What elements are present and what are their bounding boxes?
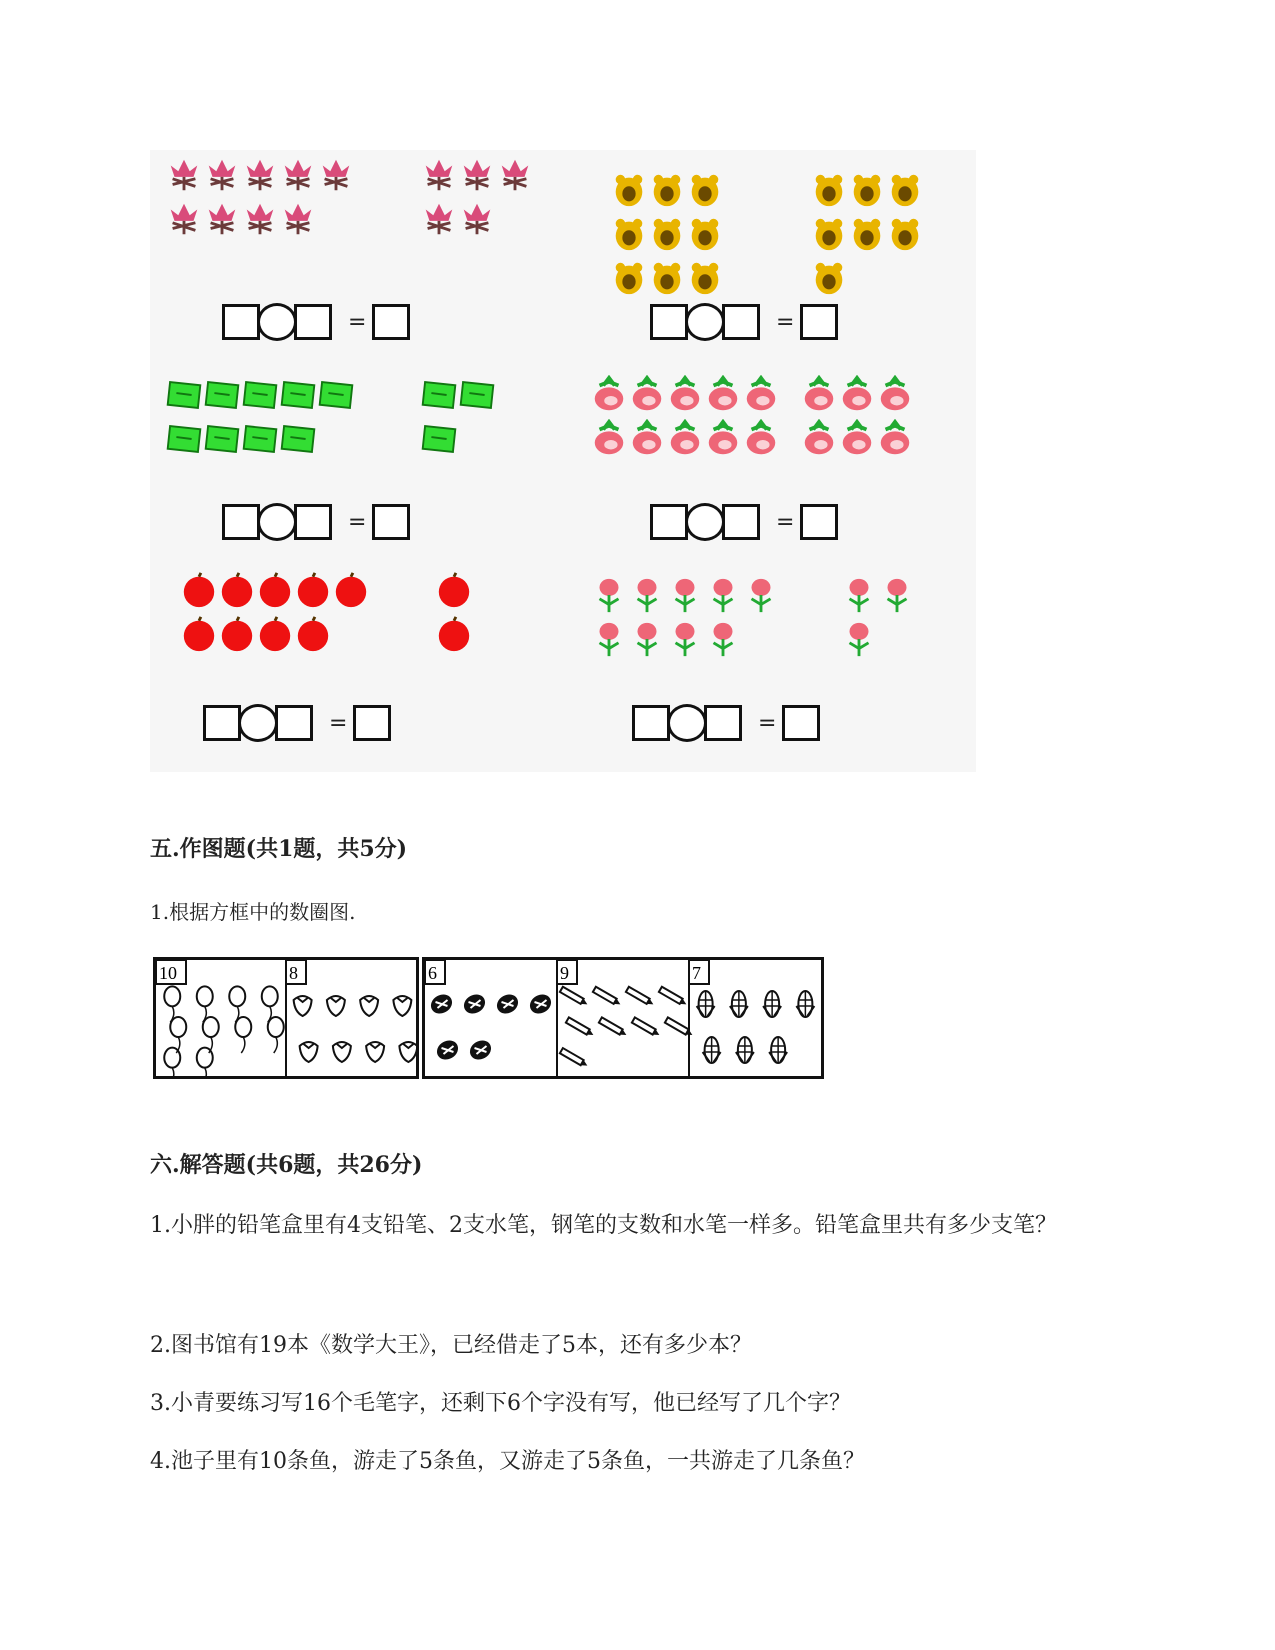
radishes-picture xyxy=(800,419,838,459)
corn-icon xyxy=(796,991,814,1017)
cell-number: 6 xyxy=(428,963,437,983)
tulips-picture xyxy=(666,575,704,615)
cabbage-icon xyxy=(427,991,455,1018)
answer-box[interactable] xyxy=(203,705,241,741)
result-box[interactable] xyxy=(353,705,391,741)
tulips-picture xyxy=(590,575,628,615)
section5-heading: 五.作图题(共1题，共5分) xyxy=(150,836,408,862)
flowers-pink-picture xyxy=(241,199,279,239)
corn-icon xyxy=(769,1037,787,1063)
answer-box[interactable] xyxy=(275,705,313,741)
books-picture xyxy=(279,375,317,415)
section5-question-1: 1.根据方框中的数圈图. xyxy=(150,900,356,924)
radishes-picture xyxy=(800,375,838,415)
flowers-pink-picture xyxy=(279,155,317,195)
flowers-pink-picture xyxy=(458,199,496,239)
balloon-icon xyxy=(164,1048,180,1079)
bears-picture xyxy=(610,214,648,254)
section6-question-3: 3.小青要练习写16个毛笔字，还剩下6个字没有写，他已经写了几个字？ xyxy=(150,1391,851,1416)
flowers-pink-picture xyxy=(458,155,496,195)
flowers-group-left xyxy=(165,155,365,255)
books-picture xyxy=(317,375,355,415)
strawberry-icon xyxy=(399,1042,417,1062)
tulips-group-right xyxy=(840,575,920,660)
books-picture xyxy=(420,419,458,459)
tulips-picture xyxy=(628,619,666,659)
books-group-left xyxy=(165,375,365,455)
apples-group-left xyxy=(180,570,380,660)
tulips-picture xyxy=(840,619,878,659)
cell-number-tag xyxy=(689,960,709,984)
equation-row-3-right xyxy=(632,703,820,743)
bears-picture xyxy=(648,170,686,210)
radishes-group-right xyxy=(800,375,930,475)
flowers-pink-picture xyxy=(203,155,241,195)
answer-box[interactable] xyxy=(722,504,760,540)
books-picture xyxy=(165,375,203,415)
bears-picture xyxy=(686,214,724,254)
operator-circle[interactable] xyxy=(667,704,707,742)
books-picture xyxy=(165,419,203,459)
bears-picture xyxy=(610,258,648,298)
books-picture xyxy=(241,375,279,415)
corn-icon xyxy=(730,991,748,1017)
radishes-picture xyxy=(742,375,780,415)
tulips-picture xyxy=(704,619,742,659)
apples-picture xyxy=(218,570,256,610)
equals-sign: = xyxy=(348,509,367,535)
answer-box[interactable] xyxy=(722,304,760,340)
answer-box[interactable] xyxy=(704,705,742,741)
equals-sign: = xyxy=(776,309,795,335)
tulips-picture xyxy=(628,575,666,615)
result-box[interactable] xyxy=(372,304,410,340)
bears-picture xyxy=(648,258,686,298)
strawberry-icon xyxy=(360,996,378,1016)
balloon-icon xyxy=(197,1048,213,1079)
radishes-picture xyxy=(666,419,704,459)
equation-row-3-left xyxy=(203,703,391,743)
cell-number: 7 xyxy=(692,963,701,983)
operator-circle[interactable] xyxy=(257,503,297,541)
radishes-group-left xyxy=(590,375,790,475)
equals-sign: = xyxy=(758,710,777,736)
equals-sign: = xyxy=(329,710,348,736)
pencil-icon xyxy=(593,987,622,1007)
corn-icon xyxy=(763,991,781,1017)
tulips-picture xyxy=(590,619,628,659)
pencil-icon xyxy=(659,987,688,1007)
section6-heading: 六.解答题(共6题，共26分) xyxy=(150,1152,423,1178)
strawberry-icon xyxy=(333,1042,351,1062)
equation-row-1-left xyxy=(222,302,410,342)
radishes-picture xyxy=(628,375,666,415)
answer-box[interactable] xyxy=(222,504,260,540)
flowers-pink-picture xyxy=(241,155,279,195)
radishes-picture xyxy=(590,375,628,415)
radishes-picture xyxy=(838,375,876,415)
bears-group-left xyxy=(610,170,760,270)
books-picture xyxy=(420,375,458,415)
answer-box[interactable] xyxy=(294,304,332,340)
apples-picture xyxy=(180,614,218,654)
apples-picture xyxy=(435,614,473,654)
radishes-picture xyxy=(876,375,914,415)
radishes-picture xyxy=(742,419,780,459)
cell-number-tag xyxy=(425,960,445,984)
apples-group-right xyxy=(435,570,485,660)
cabbage-icon xyxy=(433,1037,461,1064)
flowers-pink-picture xyxy=(420,199,458,239)
equals-sign: = xyxy=(776,509,795,535)
radishes-picture xyxy=(590,419,628,459)
operator-circle[interactable] xyxy=(685,303,725,341)
books-picture xyxy=(279,419,317,459)
flowers-group-right xyxy=(420,155,540,255)
section6-question-2: 2.图书馆有19本《数学大王》，已经借走了5本，还有多少本？ xyxy=(150,1333,752,1358)
bears-picture xyxy=(810,258,848,298)
apples-picture xyxy=(180,570,218,610)
answer-box[interactable] xyxy=(294,504,332,540)
books-picture xyxy=(458,375,496,415)
pencil-icon xyxy=(560,1048,589,1068)
strawberry-icon xyxy=(366,1042,384,1062)
flowers-pink-picture xyxy=(496,155,534,195)
tulips-picture xyxy=(666,619,704,659)
corn-icon xyxy=(697,991,715,1017)
radishes-picture xyxy=(876,419,914,459)
bears-picture xyxy=(686,258,724,298)
answer-box[interactable] xyxy=(650,504,688,540)
bears-picture xyxy=(810,214,848,254)
apples-picture xyxy=(294,614,332,654)
balloon-icon xyxy=(268,1017,284,1053)
books-picture xyxy=(203,419,241,459)
apples-picture xyxy=(256,570,294,610)
tulips-group-left xyxy=(590,575,790,660)
result-box[interactable] xyxy=(372,504,410,540)
section6-question-1: 1.小胖的铅笔盒里有4支铅笔、2支水笔，钢笔的支数和水笔一样多。铅笔盒里共有多少支笔？ xyxy=(150,1213,1057,1238)
corn-icon xyxy=(703,1037,721,1063)
apples-picture xyxy=(218,614,256,654)
strawberry-icon xyxy=(327,996,345,1016)
bears-group-right xyxy=(810,170,930,270)
cell-number: 10 xyxy=(159,963,177,983)
pencil-icon xyxy=(626,987,655,1007)
pencil-icon xyxy=(599,1017,628,1037)
bears-picture xyxy=(610,170,648,210)
radishes-picture xyxy=(704,419,742,459)
tulips-picture xyxy=(704,575,742,615)
flowers-pink-picture xyxy=(203,199,241,239)
pencil-icon xyxy=(560,987,589,1007)
apples-picture xyxy=(294,570,332,610)
radishes-picture xyxy=(838,419,876,459)
apples-picture xyxy=(332,570,370,610)
result-box[interactable] xyxy=(800,504,838,540)
bears-picture xyxy=(810,170,848,210)
strawberry-icon xyxy=(300,1042,318,1062)
equation-row-1-right xyxy=(650,302,838,342)
cell-number: 8 xyxy=(289,963,298,983)
radishes-picture xyxy=(628,419,666,459)
apples-picture xyxy=(256,614,294,654)
flowers-pink-picture xyxy=(317,155,355,195)
corn-icon xyxy=(736,1037,754,1063)
books-group-right xyxy=(420,375,510,455)
flowers-pink-picture xyxy=(279,199,317,239)
cabbage-icon xyxy=(493,991,521,1018)
cell-number-tag xyxy=(286,960,306,984)
result-box[interactable] xyxy=(800,304,838,340)
tulips-picture xyxy=(742,575,780,615)
bears-picture xyxy=(848,170,886,210)
answer-box[interactable] xyxy=(650,304,688,340)
section6-question-4: 4.池子里有10条鱼，游走了5条鱼，又游走了5条鱼，一共游走了几条鱼？ xyxy=(150,1449,865,1474)
apples-picture xyxy=(435,570,473,610)
pencil-icon xyxy=(566,1017,595,1037)
strawberry-icon xyxy=(393,996,411,1016)
bears-picture xyxy=(886,170,924,210)
bears-picture xyxy=(848,214,886,254)
cell-number-tag xyxy=(156,960,186,984)
equals-sign: = xyxy=(348,309,367,335)
answer-box[interactable] xyxy=(222,304,260,340)
operator-circle[interactable] xyxy=(685,503,725,541)
tulips-picture xyxy=(840,575,878,615)
books-picture xyxy=(241,419,279,459)
cell-number-tag xyxy=(557,960,577,984)
pencil-icon xyxy=(632,1017,661,1037)
counting-drawing-strip xyxy=(153,957,825,1079)
tulips-picture xyxy=(878,575,916,615)
result-box[interactable] xyxy=(782,705,820,741)
bears-picture xyxy=(648,214,686,254)
flowers-pink-picture xyxy=(165,155,203,195)
equation-row-2-left xyxy=(222,502,410,542)
balloon-icon xyxy=(235,1017,251,1053)
cabbage-icon xyxy=(460,991,488,1018)
strawberry-icon xyxy=(294,996,312,1016)
cabbage-icon xyxy=(466,1037,494,1064)
equation-row-2-right xyxy=(650,502,838,542)
radishes-picture xyxy=(666,375,704,415)
bears-picture xyxy=(886,214,924,254)
bears-picture xyxy=(686,170,724,210)
operator-circle[interactable] xyxy=(238,704,278,742)
flowers-pink-picture xyxy=(420,155,458,195)
answer-box[interactable] xyxy=(632,705,670,741)
radishes-picture xyxy=(704,375,742,415)
picture-grid-panel xyxy=(150,150,976,772)
cell-number: 9 xyxy=(560,963,569,983)
operator-circle[interactable] xyxy=(257,303,297,341)
cabbage-icon xyxy=(526,991,554,1018)
books-picture xyxy=(203,375,241,415)
flowers-pink-picture xyxy=(165,199,203,239)
